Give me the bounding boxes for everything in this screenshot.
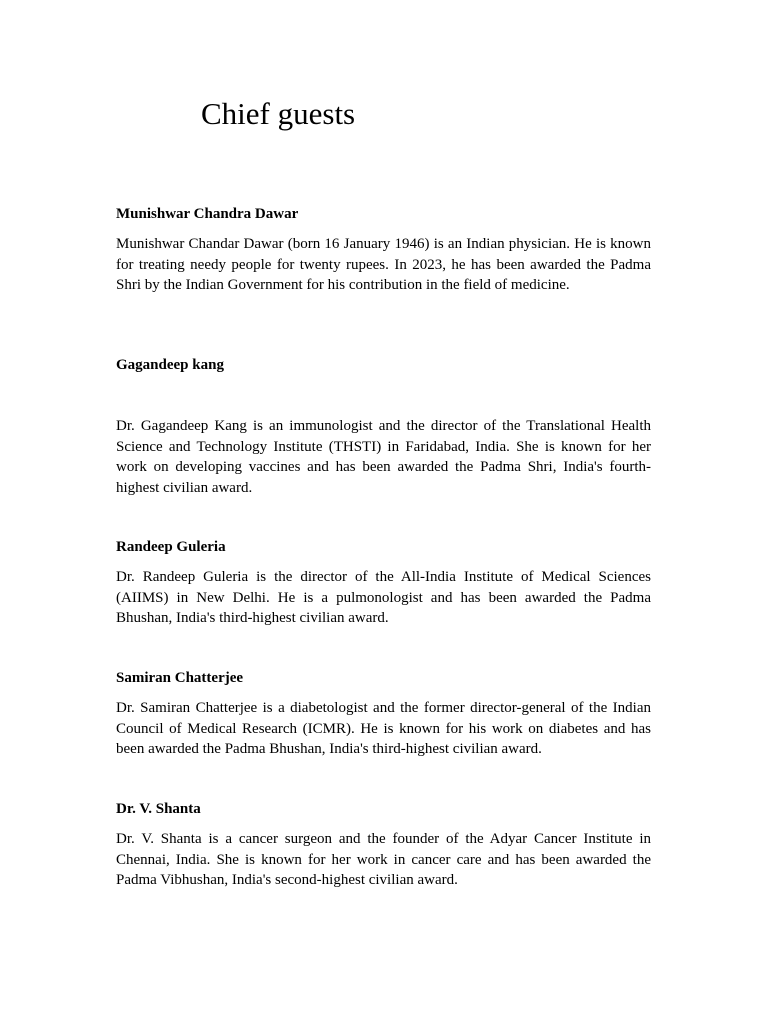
- guest-name: Munishwar Chandra Dawar: [116, 206, 299, 222]
- guest-name: Samiran Chatterjee: [116, 670, 244, 686]
- guest-bio: Dr. Gagandeep Kang is an immunologist and the director of the Translational Health Science and Technology Institute (THSTI) in Faridabad, India. She is known for her work on developing vaccines and has been awarded the Padma Shri, India's fourth-highest civilian award.: [116, 418, 651, 496]
- guest-name: Randeep Guleria: [116, 539, 226, 555]
- guest-bio: Dr. Samiran Chatterjee is a diabetologist and the former director-general of the Indian Council of Medical Research (ICMR). He is known for his work on diabetes and has been awarded the Padma Bhushan, India's third-highest civilian award.: [116, 700, 651, 758]
- guest-bio: Dr. Randeep Guleria is the director of the All-India Institute of Medical Sciences (AIIMS) in New Delhi. He is a pulmonologist and has been awarded the Padma Bhushan, India's third-highest civilian award.: [116, 569, 651, 627]
- guest-bio: Munishwar Chandar Dawar (born 16 January 1946) is an Indian physician. He is known for treating needy people for twenty rupees. In 2023, he has been awarded the Padma Shri by the Indian Government for his contribution in the field of medicine.: [116, 236, 651, 294]
- guest-bio: Dr. V. Shanta is a cancer surgeon and the founder of the Adyar Cancer Institute in Chennai, India. She is known for her work in cancer care and has been awarded the Padma Vibhushan, India's second-highest civilian award.: [116, 831, 651, 889]
- guest-name: Gagandeep kang: [116, 357, 224, 373]
- page-title: Chief guests: [201, 96, 356, 131]
- guest-name: Dr. V. Shanta: [116, 801, 201, 817]
